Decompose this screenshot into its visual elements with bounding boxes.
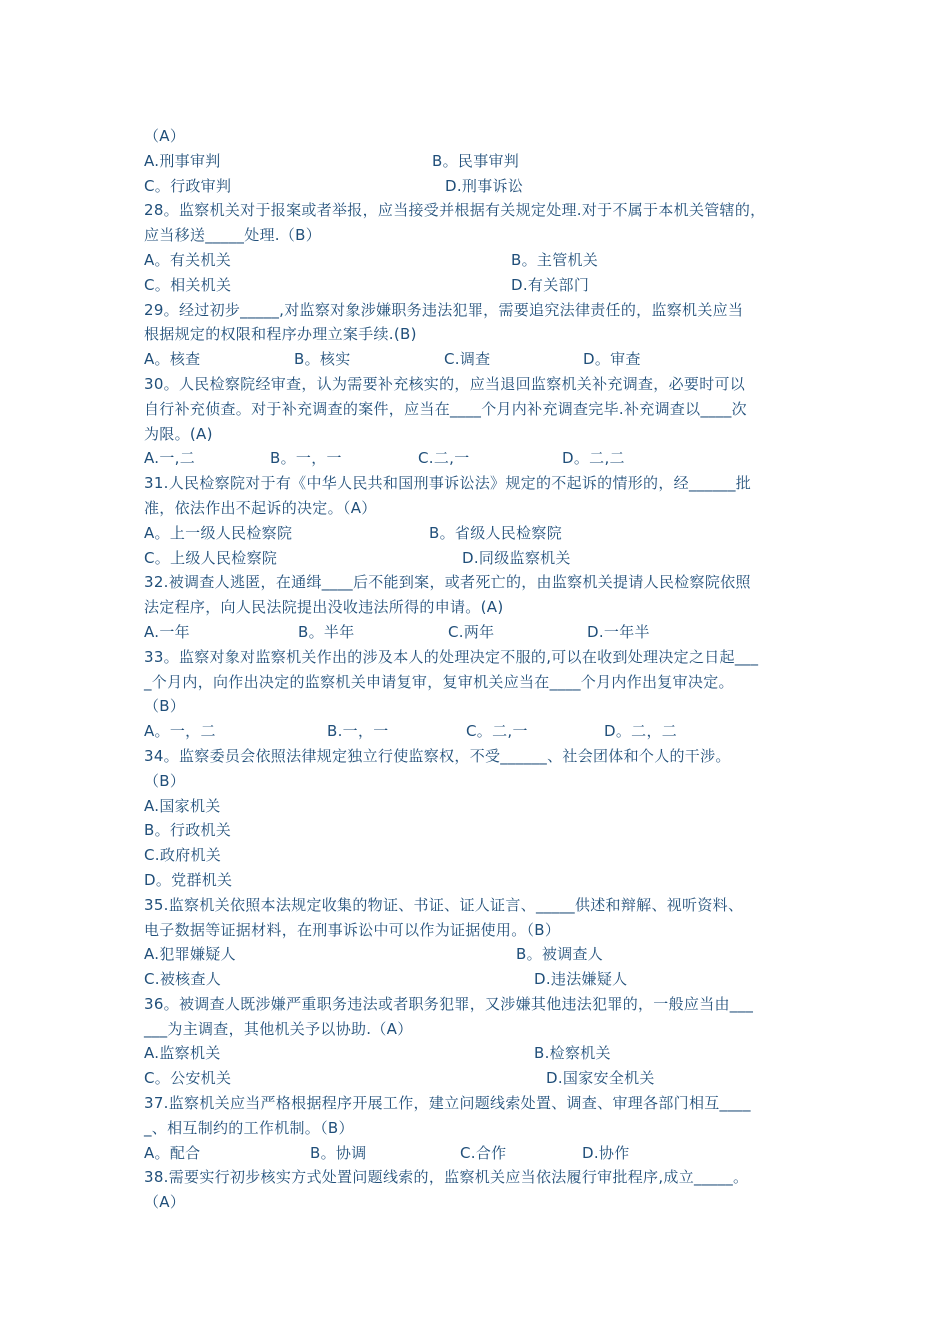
text-line: ___为主调查，其他机关予以协助.（A） bbox=[144, 1019, 413, 1038]
answer-option: D.协作 bbox=[582, 1143, 630, 1162]
answer-option: D.有关部门 bbox=[511, 275, 590, 294]
text-line: 37.监察机关应当严格根据程序开展工作，建立问题线索处置、调查、审理各部门相互____ bbox=[144, 1094, 751, 1113]
text-line: 应当移送_____处理.（B） bbox=[144, 226, 322, 245]
answer-option: A。配合 bbox=[144, 1143, 201, 1162]
answer-option: C。二,一 bbox=[466, 722, 528, 741]
answer-option: C.二,一 bbox=[418, 449, 470, 468]
text-line: 32.被调查人逃匿，在通缉____后不能到案，或者死亡的，由监察机关提请人民检察院依照 bbox=[144, 573, 751, 592]
text-line: 根据规定的权限和程序办理立案手续.(B) bbox=[144, 325, 417, 344]
option-row bbox=[144, 174, 816, 199]
answer-option: B。协调 bbox=[310, 1143, 367, 1162]
text-line: B。行政机关 bbox=[144, 821, 232, 840]
text-line: 30。人民检察院经审查，认为需要补充核实的，应当退回监察机关补充调查，必要时可以 bbox=[144, 374, 746, 393]
answer-option: C.调查 bbox=[444, 350, 491, 369]
answer-option: A。有关机关 bbox=[144, 250, 232, 269]
answer-option: B.检察机关 bbox=[534, 1044, 611, 1063]
option-row bbox=[144, 1141, 816, 1166]
option-row bbox=[144, 347, 816, 372]
answer-option: D.同级监察机关 bbox=[462, 548, 571, 567]
answer-option: B。一，一 bbox=[270, 449, 342, 468]
answer-option: D.一年半 bbox=[587, 622, 650, 641]
answer-option: D。二，二 bbox=[604, 722, 678, 741]
text-line: （B） bbox=[144, 697, 186, 716]
answer-option: D。二,二 bbox=[562, 449, 625, 468]
text-line: _个月内，向作出决定的监察机关申请复审，复审机关应当在____个月内作出复审决定。 bbox=[144, 672, 734, 691]
text-line: 38.需要实行初步核实方式处置问题线索的，监察机关应当依法履行审批程序,成立_____。 bbox=[144, 1168, 749, 1187]
text-line: （A） bbox=[144, 1193, 186, 1212]
text-line: 法定程序，向人民法院提出没收违法所得的申请。(A) bbox=[144, 598, 504, 617]
option-row bbox=[144, 273, 816, 298]
answer-option: A.犯罪嫌疑人 bbox=[144, 945, 236, 964]
option-row bbox=[144, 248, 816, 273]
answer-option: D.国家安全机关 bbox=[546, 1069, 655, 1088]
text-line: 34。监察委员会依照法律规定独立行使监察权，不受______、社会团体和个人的干涉。 bbox=[144, 746, 731, 765]
text-line: 29。经过初步_____,对监察对象涉嫌职务违法犯罪，需要追究法律责任的，监察机关应当 bbox=[144, 300, 744, 319]
answer-option: C.合作 bbox=[460, 1143, 507, 1162]
text-line: C.政府机关 bbox=[144, 846, 222, 865]
text-line: 28。监察机关对于报案或者举报，应当接受并根据有关规定处理.对于不属于本机关管辖的， bbox=[144, 201, 766, 220]
text-line: 31.人民检察院对于有《中华人民共和国刑事诉讼法》规定的不起诉的情形的，经______批 bbox=[144, 474, 752, 493]
answer-option: A。上一级人民检察院 bbox=[144, 523, 293, 542]
answer-option: A.一年 bbox=[144, 622, 190, 641]
option-row bbox=[144, 1041, 816, 1066]
answer-option: C.两年 bbox=[448, 622, 495, 641]
answer-option: B。主管机关 bbox=[511, 250, 599, 269]
answer-option: B.一，一 bbox=[327, 722, 389, 741]
option-row bbox=[144, 942, 816, 967]
answer-option: A.一,二 bbox=[144, 449, 196, 468]
option-row bbox=[144, 1066, 816, 1091]
answer-option: D.刑事诉讼 bbox=[445, 176, 524, 195]
option-row bbox=[144, 521, 816, 546]
answer-option: C.被核查人 bbox=[144, 970, 222, 989]
option-row bbox=[144, 149, 816, 174]
text-line: （A） bbox=[144, 127, 186, 145]
answer-option: A。核查 bbox=[144, 350, 201, 369]
answer-option: C。行政审判 bbox=[144, 176, 232, 195]
text-line: （B） bbox=[144, 771, 186, 790]
answer-option: C。公安机关 bbox=[144, 1069, 232, 1088]
text-line: 准，依法作出不起诉的决定。（A） bbox=[144, 498, 377, 517]
answer-option: B。民事审判 bbox=[432, 151, 520, 170]
answer-option: D.违法嫌疑人 bbox=[534, 970, 628, 989]
text-line: A.国家机关 bbox=[144, 796, 221, 815]
text-line: 36。被调查人既涉嫌严重职务违法或者职务犯罪，又涉嫌其他违法犯罪的，一般应当由___ bbox=[144, 994, 754, 1013]
text-line: D。党群机关 bbox=[144, 870, 233, 889]
answer-option: D。审查 bbox=[583, 350, 641, 369]
answer-option: B。核实 bbox=[294, 350, 351, 369]
option-row bbox=[144, 967, 816, 992]
answer-option: A。一，二 bbox=[144, 722, 216, 741]
answer-option: C。上级人民检察院 bbox=[144, 548, 278, 567]
option-row bbox=[144, 719, 816, 744]
text-line: 35.监察机关依照本法规定收集的物证、书证、证人证言、_____供述和辩解、视听资料、 bbox=[144, 895, 744, 914]
document-page bbox=[144, 124, 816, 1215]
answer-option: B。省级人民检察院 bbox=[429, 523, 562, 542]
text-line: 33。监察对象对监察机关作出的涉及本人的处理决定不服的,可以在收到处理决定之日起___ bbox=[144, 647, 759, 666]
answer-option: A.监察机关 bbox=[144, 1044, 221, 1063]
option-row bbox=[144, 620, 816, 645]
text-line: _、相互制约的工作机制。（B） bbox=[144, 1118, 354, 1137]
answer-option: B。半年 bbox=[298, 622, 355, 641]
text-line: 电子数据等证据材料，在刑事诉讼中可以作为证据使用。（B） bbox=[144, 920, 561, 939]
option-row bbox=[144, 546, 816, 571]
answer-option: C。相关机关 bbox=[144, 275, 232, 294]
text-line: 为限。(A) bbox=[144, 424, 213, 443]
text-line: 自行补充侦查。对于补充调查的案件，应当在____个月内补充调查完毕.补充调查以____次 bbox=[144, 399, 747, 418]
answer-option: B。被调查人 bbox=[516, 945, 604, 964]
answer-option: A.刑事审判 bbox=[144, 151, 221, 170]
option-row bbox=[144, 446, 816, 471]
